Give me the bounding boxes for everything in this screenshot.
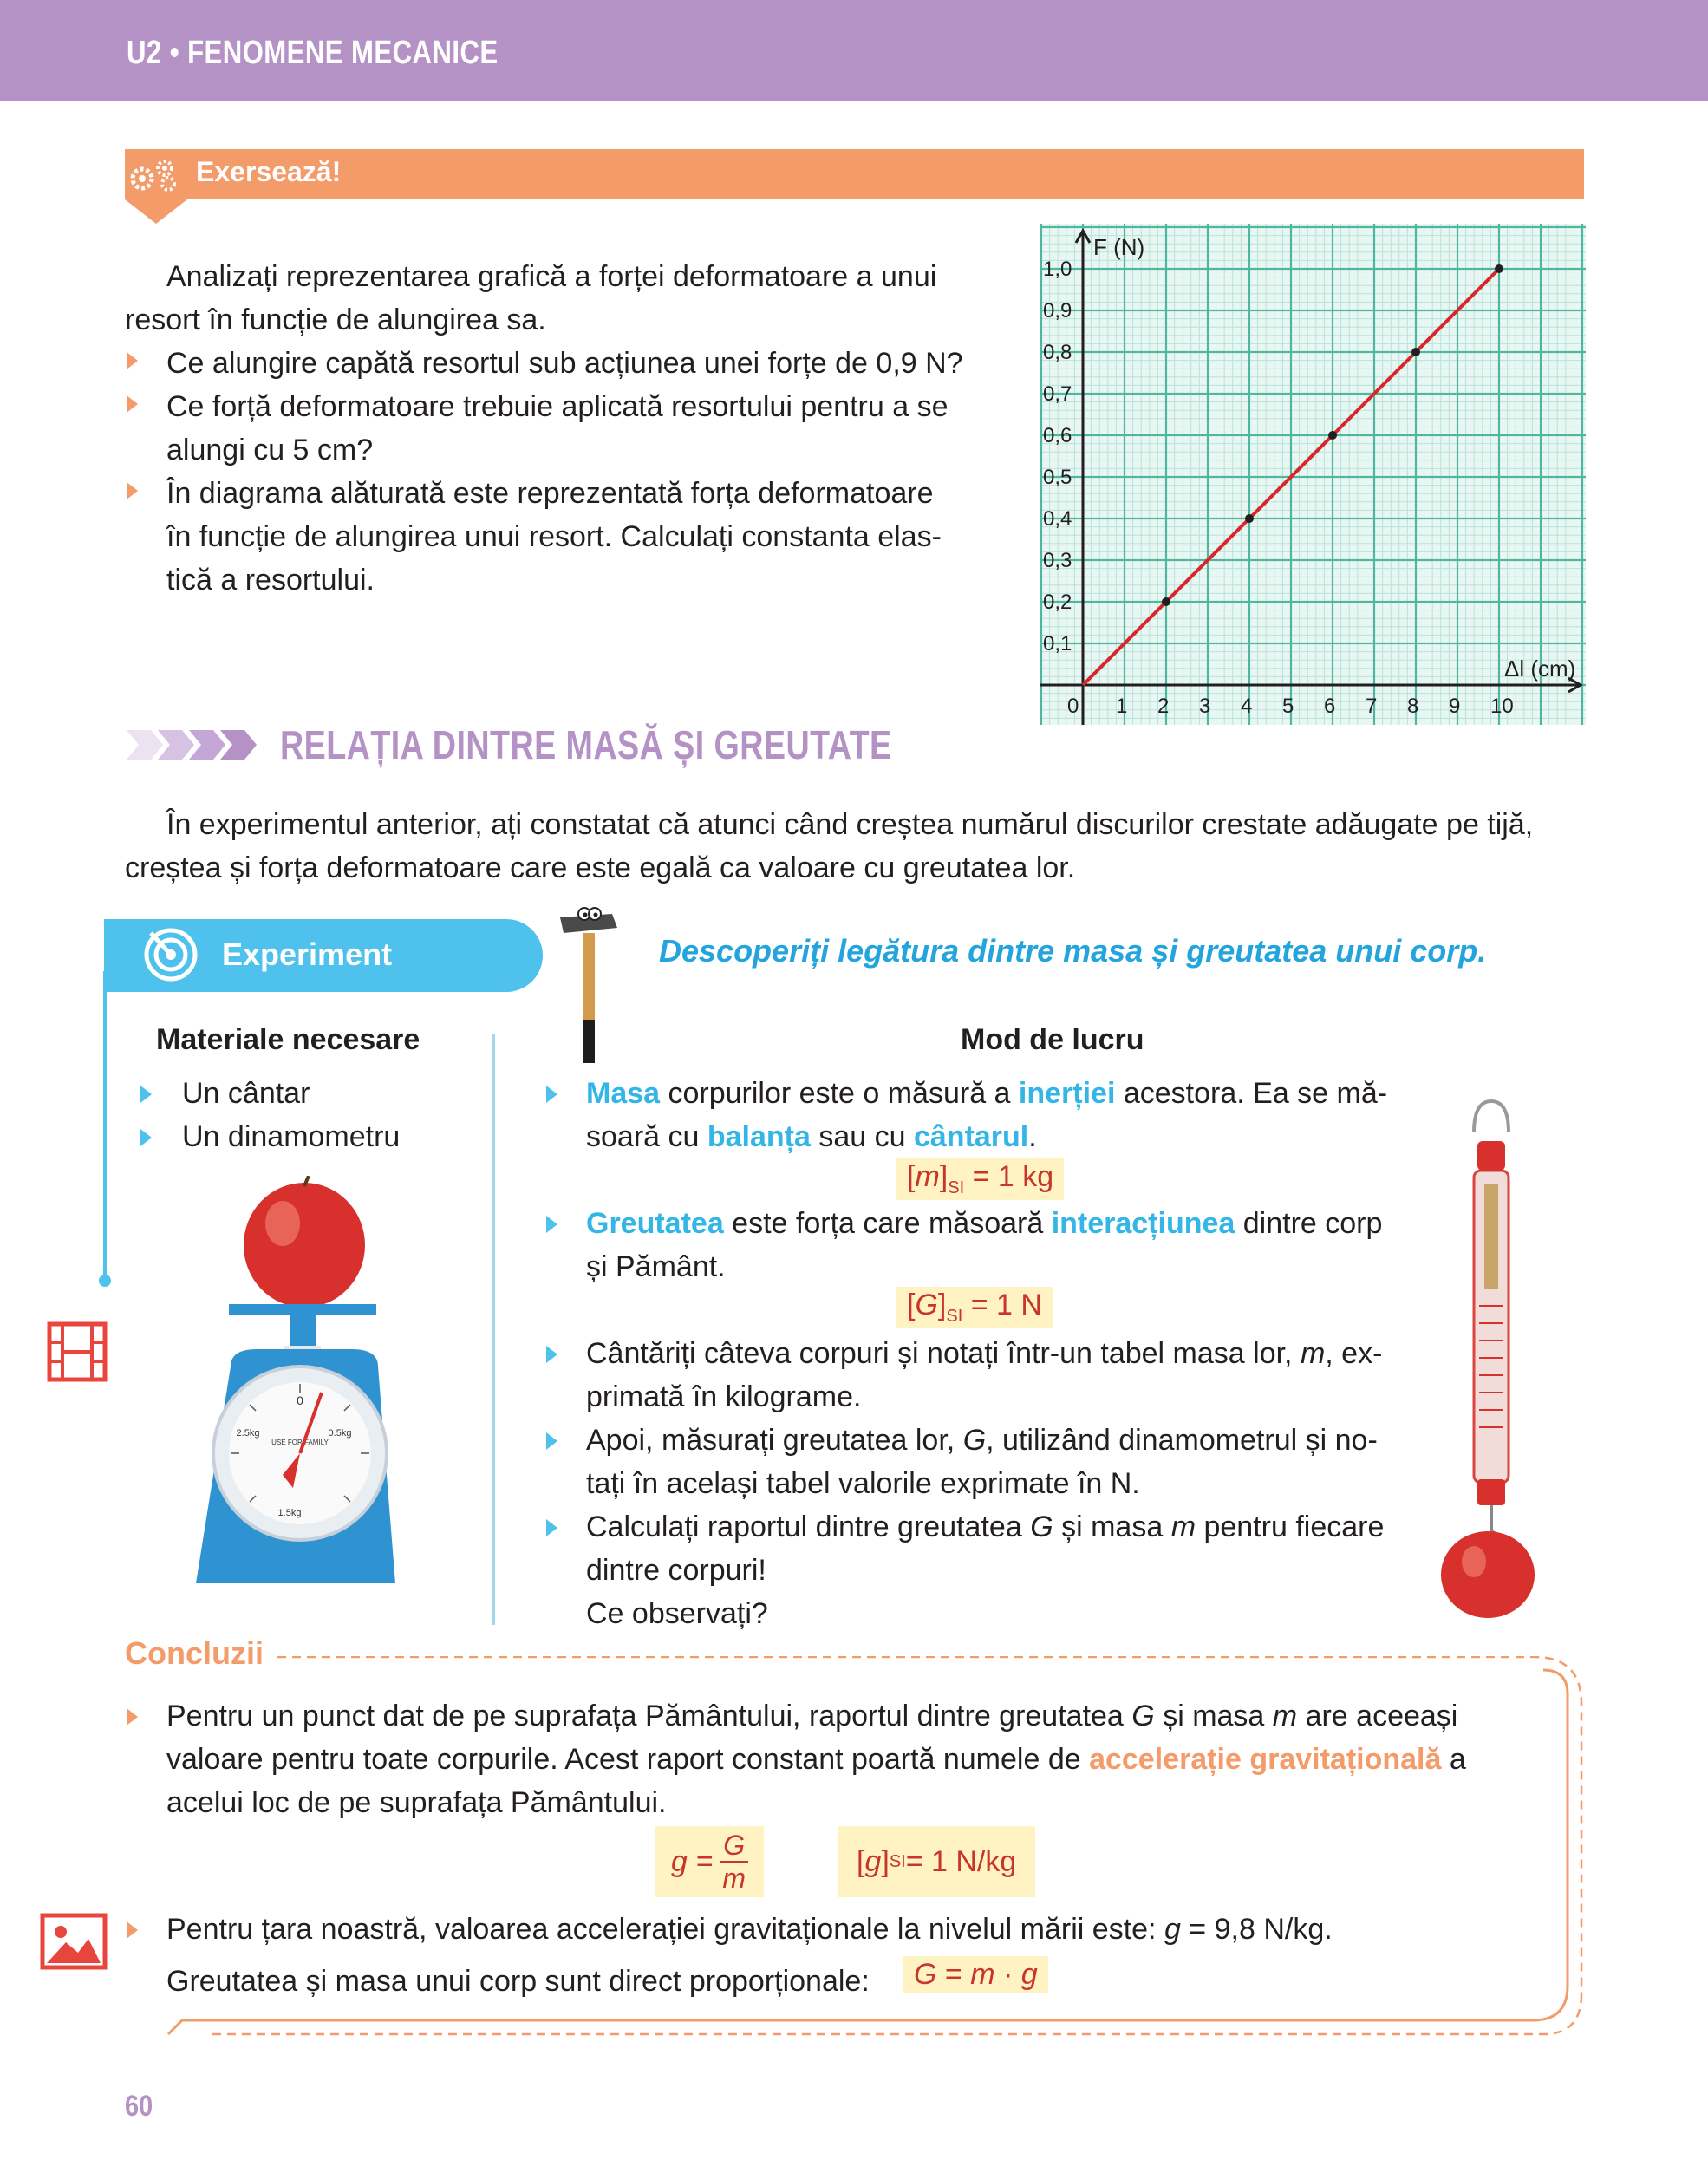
bullet-marker [546,1346,557,1367]
bullet-marker [140,1129,152,1151]
bullet-marker [127,1708,138,1730]
section-intro-line1: În experimentul anterior, ați constatat că atunci când creștea numărul discurilor crestate adăugate pe tijă, [166,808,1534,841]
exercise-question-1: Ce alungire capătă resortul sub acțiunea unei forțe de 0,9 N? [166,347,963,380]
section-intro-line2: creștea și forța deformatoare care este egală ca valoare cu greutatea lor. [125,851,1076,884]
hammer-mascot-icon [555,902,624,1075]
x-tick-label: 9 [1449,695,1461,718]
scale-one-half-label: 1.5kg [277,1508,302,1518]
y-axis-label: F (N) [1093,234,1145,260]
exercise-intro-line2: resort în funcție de alungirea sa. [125,303,546,336]
y-tick-label: 0,8 [1043,341,1072,364]
x-tick-label: 7 [1366,695,1378,718]
exercise-question-2: Ce forță deformatoare trebuie aplicată resortului pentru a se [166,390,949,423]
x-tick-label: 1 [1116,695,1128,718]
data-point [1245,514,1254,523]
bullet-marker [546,1519,557,1541]
y-tick-label: 0,9 [1043,299,1072,323]
data-point [1328,431,1337,440]
scale-zero-label: 0 [297,1393,303,1407]
x-tick-label: 4 [1241,695,1253,718]
gravity-formula: g = $\frac{G}{m}$ [655,1826,764,1897]
image-icon[interactable] [40,1913,108,1970]
material-item-scale: Un cântar [182,1077,310,1110]
section-chevrons-icon [127,725,265,765]
exercise-intro-line1: Analizați reprezentarea grafică a forței deformatoare a unui [166,260,937,293]
x-tick-label: 10 [1490,695,1514,718]
bullet-marker [546,1432,557,1454]
y-tick-label: 0,7 [1043,382,1072,406]
conclusion-2: Pentru țara noastră, valoarea accelerației gravitaționale la nivelul mării este: g = 9,8 N/kg. [166,1913,1333,1946]
weight-unit-formula: $[G]_{SI} = 1$ N [896,1287,1053,1328]
x-tick-label: 0 [1067,695,1079,718]
experiment-side-line [103,971,107,1285]
conclusion-3: Greutatea și masa unui corp sunt direct proporționale: [166,1965,870,1998]
y-tick-label: 0,4 [1043,507,1072,531]
y-tick-label: 1,0 [1043,258,1072,281]
unit-title: U2 • FENOMENE MECANICE [127,35,499,71]
data-point [1411,348,1420,356]
x-axis-label: Δl (cm) [1504,656,1576,682]
x-tick-label: 3 [1199,695,1211,718]
method-step-5: Calculați raportul dintre greutatea G și masa m pentru fiecare [586,1510,1385,1543]
y-tick-label: 0,5 [1043,466,1072,489]
method-title: Mod de lucru [961,1023,1144,1056]
bullet-marker [127,395,138,417]
method-step-4-cont: tați în același tabel valorile exprimate în N. [586,1467,1140,1500]
x-tick-label: 6 [1324,695,1336,718]
scale-two-half-label: 2.5kg [236,1428,260,1439]
exercise-question-3-cont2: tică a resortului. [166,564,375,597]
conclusion-1-cont2: acelui loc de pe suprafața Pământului. [166,1786,667,1819]
bullet-marker [127,352,138,374]
weight-mass-formula: G = m · g [903,1956,1048,1993]
mass-unit-formula: $[m]_{SI} = 1$ kg [896,1158,1064,1200]
gears-icon [125,149,187,224]
data-point [1495,264,1503,273]
method-step-2-cont: și Pământ. [586,1250,726,1283]
column-separator [492,1034,495,1625]
scale-half-label: 0.5kg [328,1428,352,1439]
method-step-2: Greutatea este forța care măsoară interacțiunea dintre corp [586,1207,1383,1240]
y-tick-label: 0,2 [1043,590,1072,614]
bullet-marker [127,482,138,504]
method-step-1-cont: soară cu balanța sau cu cântarul. [586,1120,1037,1153]
bullet-marker [546,1216,557,1237]
materials-title: Materiale necesare [156,1023,420,1056]
experiment-heading: Descoperiți legătura dintre masa și greutatea unui corp. [659,933,1487,969]
experiment-side-dot [99,1275,111,1287]
data-point [1162,597,1170,606]
exercise-title: Exersează! [196,156,342,187]
film-icon[interactable] [47,1321,108,1382]
bullet-marker [546,1086,557,1107]
y-tick-label: 0,1 [1043,632,1072,656]
method-step-4: Apoi, măsurați greutatea lor, G, utilizând dinamometrul și no- [586,1424,1378,1457]
force-elongation-chart [1040,224,1586,725]
dynamometer-with-apple-image [1439,1098,1543,1618]
target-icon [142,926,199,983]
method-step-1: Masa corpurilor este o măsură a inerției acestora. Ea se mă- [586,1077,1388,1110]
bullet-marker [127,1921,138,1943]
method-step-3-cont: primată în kilograme. [586,1380,862,1413]
kitchen-scale-with-apple-image [179,1176,413,1592]
exercise-question-3: În diagrama alăturată este reprezentată forța deformatoare [166,477,934,510]
x-tick-label: 8 [1407,695,1419,718]
x-tick-label: 2 [1157,695,1170,718]
bullet-marker [140,1086,152,1107]
material-item-dynamometer: Un dinamometru [182,1120,401,1153]
method-step-3: Cântăriți câteva corpuri și notați într-un tabel masa lor, m, ex- [586,1337,1383,1370]
method-step-5-cont: dintre corpuri! [586,1554,766,1587]
exercise-bar [125,149,1584,199]
x-tick-label: 5 [1282,695,1294,718]
conclusion-1-cont: valoare pentru toate corpurile. Acest raport constant poartă numele de accelerație gravitațională a [166,1743,1466,1776]
gravity-unit-formula: [ g ] SI = 1 N/kg [838,1826,1035,1897]
experiment-label: Experiment [222,936,393,972]
scale-family-label: USE FOR FAMILY [271,1439,329,1446]
section-title: RELAȚIA DINTRE MASĂ ȘI GREUTATE [280,722,892,767]
method-step-5-question: Ce observați? [586,1597,768,1630]
chart-background [1040,224,1586,725]
page-number: 60 [125,2090,153,2123]
exercise-question-3-cont: în funcție de alungirea unui resort. Calculați constanta elas- [166,520,942,553]
exercise-question-2-cont: alungi cu 5 cm? [166,434,374,466]
conclusion-1: Pentru un punct dat de pe suprafața Pământului, raportul dintre greutatea G și masa m are aceeași [166,1700,1458,1732]
y-tick-label: 0,3 [1043,549,1072,572]
y-tick-label: 0,6 [1043,424,1072,447]
conclusions-title: Concluzii [125,1635,271,1672]
